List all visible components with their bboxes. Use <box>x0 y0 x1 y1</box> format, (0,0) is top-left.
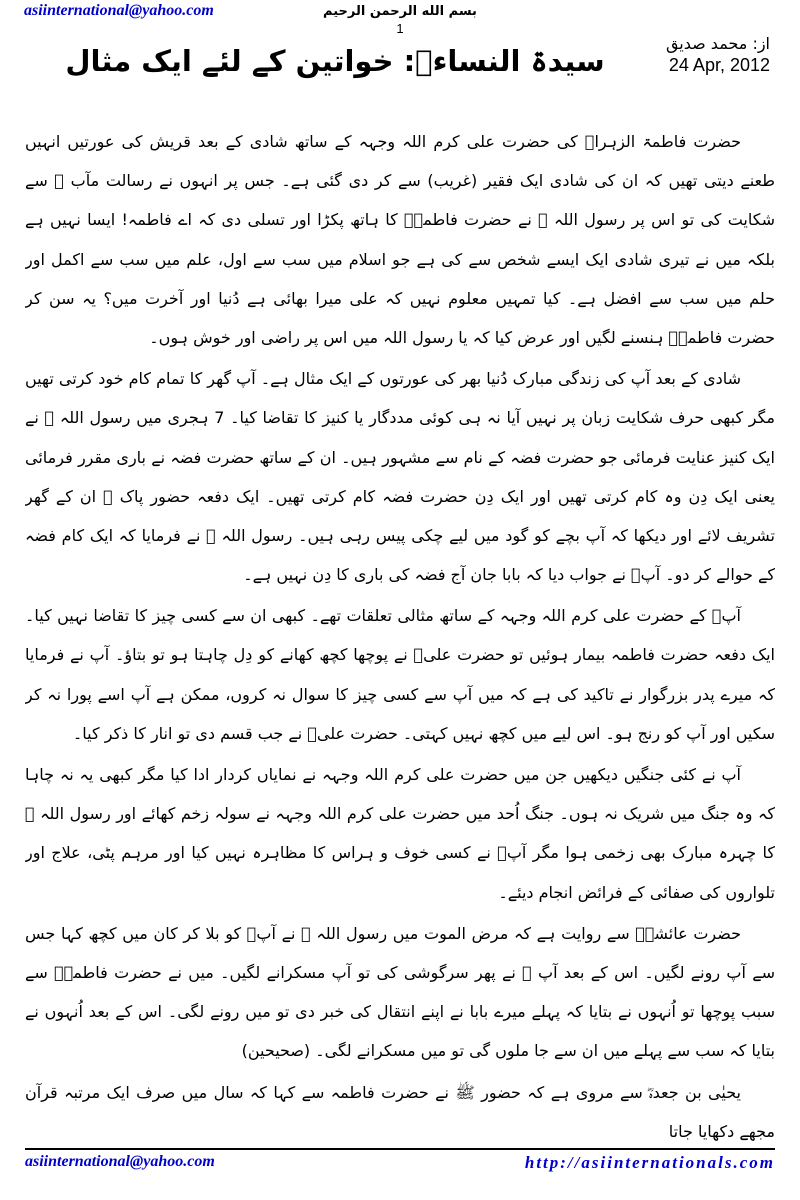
date-line: 24 Apr, 2012 <box>668 55 770 75</box>
paragraph: حضرت فاطمۃ الزہراؑ کی حضرت علی کرم اللہ وجہہ کے ساتھ شادی کے بعد قریش کی عورتیں انہیں طعنے دیتی تھیں کہ ان کی شادی ایک فقیر (غریب) سے کر دی گئی ہے۔ جس پر انہوں نے رسالت مآب ﷺ سے شکایت کی تو اس پر رسول اللہ ﷺ نے حضرت فاطمہؑ کا ہاتھ پکڑا اور تسلی دی کہ اے فاطمہ! ایسا نہیں ہے بلکہ میں نے تیری شادی ایک ایسے شخص سے کی ہے جو اسلام میں سب سے اول، علم میں سب سے اکمل اور حلم میں سب سے افضل ہے۔ کیا تمہیں معلوم نہیں کہ علی میرا بھائی ہے دُنیا اور آخرت میں؟ یہ سن کر حضرت فاطمہؑ ہنسنے لگیں اور عرض کیا کہ یا رسول اللہ میں اس پر راضی اور خوش ہوں۔ <box>25 132 775 347</box>
paragraph: یحیٰی بن جعدہؓ سے مروی ہے کہ حضور ﷺ نے حضرت فاطمہ سے کہا کہ سال میں صرف ایک مرتبہ قرآن مجھے دکھایا جاتا <box>25 1082 775 1141</box>
paragraph: شادی کے بعد آپ کی زندگی مبارک دُنیا بھر کی عورتوں کے ایک مثال ہے۔ آپ گھر کا تمام کام خود کرتی تھیں مگر کبھی حرف شکایت زبان پر نہیں آیا نہ ہی کوئی مددگار یا کنیز کا تقاضا کیا۔ 7 ہجری میں رسول اللہ ﷺ نے ایک کنیز عنایت فرمائی جو حضرت فضہ کے نام سے مشہور ہیں۔ ان کے ساتھ حضرت فضہ نے باری مقرر فرمائی یعنی ایک دِن وہ کام کرتی تھیں اور ایک دِن حضرت فضہ کام کرتی تھیں۔ ایک دفعہ حضور پاک ﷺ ان کے گھر تشریف لائے اور دیکھا کہ آپ بچے کو گود میں لیے چکی پیس رہی ہیں۔ رسول اللہ ﷺ نے فرمایا کہ ایک کام فضہ کے حوالے کر دو۔ آپؑ نے جواب دیا کہ بابا جان آج فضہ کی باری کا دِن نہیں ہے۔ <box>25 369 775 585</box>
page-number: 1 <box>396 21 404 36</box>
footer-url-link[interactable]: http://asiinternationals.com <box>524 1153 775 1172</box>
bismillah-text: بسم الله الرحمن الرحيم <box>323 4 477 19</box>
paragraph: حضرت عائشہؓ سے روایت ہے کہ مرض الموت میں رسول اللہ ﷺ نے آپؑ کو بلا کر کان میں کچھ کہا جس سے آپ رونے لگیں۔ اس کے بعد آپ ﷺ نے پھر سرگوشی کی تو آپ مسکرانے لگیں۔ میں نے حضرت فاطمہؑ سے سبب پوچھا تو اُنہوں نے بتایا کہ پہلے میرے بابا نے اپنے انتقال کی خبر دی تو میں رونے لگی۔ اس کے بعد اُنہوں نے بتایا کہ سب سے پہلے میں ان سے جا ملوں گی تو میں مسکرانے لگی۔ (صحیحین) <box>25 923 775 1061</box>
article-body <box>25 122 775 1142</box>
paragraph: آپ نے کئی جنگیں دیکھیں جن میں حضرت علی کرم اللہ وجہہ نے نمایاں کردار ادا کیا مگر کبھی یہ نہ چاہا کہ وہ جنگ میں شریک نہ ہوں۔ جنگ اُحد میں حضرت علی کرم اللہ وجہہ نے سولہ زخم کھائے اور رسول اللہ ﷺ کا چہرہ مبارک بھی زخمی ہوا مگر آپؑ نے کسی خوف و ہراس کا مظاہرہ نہیں کیا اور مرہم پٹی، علاج اور تلواروں کی صفائی کے فرائض انجام دیئے۔ <box>25 765 775 902</box>
footer-email-link[interactable]: asiinternational@yahoo.com <box>25 1153 215 1170</box>
document-title: سیدۃ النساءؓ: خواتین کے لئے ایک مثال <box>65 44 605 78</box>
author-block <box>666 34 770 76</box>
paragraph: آپؑ کے حضرت علی کرم اللہ وجہہ کے ساتھ مثالی تعلقات تھے۔ کبھی ان سے کسی چیز کا تقاضا نہیں کیا۔ ایک دفعہ حضرت فاطمہ بیمار ہوئیں تو حضرت علیؑ نے پوچھا کچھ کھانے کو دِل چاہتا ہو تو بتاؤ۔ آپ نے فرمایا کہ میرے پدر بزرگوار نے تاکید کی ہے کہ میں آپ سے کسی چیز کا سوال نہ کروں، ممکن ہے آپ اسے پورا نہ کر سکیں اور آپ کو رنج ہو۔ اس لیے میں کچھ نہیں کہتی۔ حضرت علیؑ نے جب قسم دی تو انار کا ذکر کیا۔ <box>25 606 775 743</box>
footer <box>25 1148 775 1173</box>
header-email-link[interactable]: asiinternational@yahoo.com <box>24 2 214 19</box>
author-line: از: محمد صدیق <box>665 34 770 53</box>
